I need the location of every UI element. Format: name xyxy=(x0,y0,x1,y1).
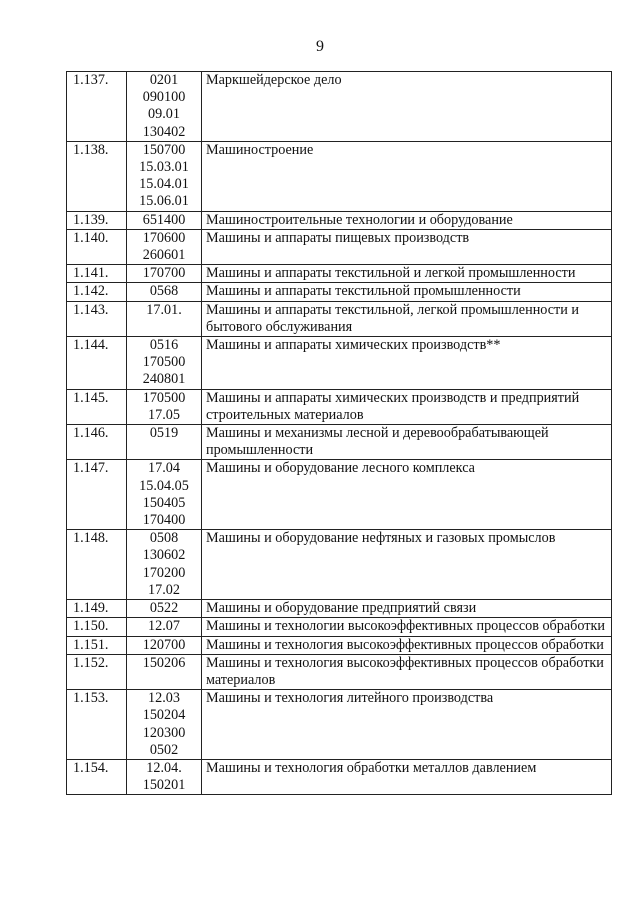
code-value: 0519 xyxy=(149,425,179,442)
code-value: 12.07 xyxy=(148,618,180,635)
row-name: Машины и аппараты химических производств** xyxy=(202,337,612,390)
row-number: 1.138. xyxy=(67,141,127,211)
row-codes xyxy=(127,337,202,390)
row-number: 1.139. xyxy=(67,211,127,229)
table-row xyxy=(67,654,612,689)
table-row xyxy=(67,337,612,390)
row-number: 1.146. xyxy=(67,425,127,460)
row-codes xyxy=(127,211,202,229)
row-number: 1.145. xyxy=(67,389,127,424)
row-codes xyxy=(127,690,202,760)
code-value: 130402 xyxy=(142,123,186,140)
code-value: 15.06.01 xyxy=(139,193,189,210)
row-codes xyxy=(127,229,202,264)
row-number: 1.144. xyxy=(67,337,127,390)
row-name: Машины и оборудование нефтяных и газовых промыслов xyxy=(202,530,612,600)
row-number: 1.149. xyxy=(67,600,127,618)
code-value: 170500 xyxy=(142,354,186,371)
row-codes xyxy=(127,618,202,636)
code-value: 150206 xyxy=(142,654,186,671)
row-codes xyxy=(127,460,202,530)
code-value: 17.01. xyxy=(146,301,182,318)
row-codes xyxy=(127,600,202,618)
row-number: 1.137. xyxy=(67,72,127,142)
code-value: 170400 xyxy=(142,512,186,529)
row-number: 1.140. xyxy=(67,229,127,264)
table-row xyxy=(67,229,612,264)
code-value: 15.04.05 xyxy=(139,477,189,494)
code-value: 150700 xyxy=(142,141,186,158)
table-row xyxy=(67,759,612,794)
code-value: 17.05 xyxy=(148,406,180,423)
code-value: 0516 xyxy=(149,337,179,354)
row-name: Машины и технология высокоэффективных процессов обработки xyxy=(202,636,612,654)
row-name: Машины и аппараты текстильной и легкой промышленности xyxy=(202,265,612,283)
code-value: 130602 xyxy=(142,547,186,564)
code-value: 0201 xyxy=(149,72,179,88)
row-name: Машины и аппараты химических производств и предприятий строительных материалов xyxy=(202,389,612,424)
table-row xyxy=(67,283,612,301)
table-row xyxy=(67,141,612,211)
table-row xyxy=(67,72,612,142)
row-number: 1.151. xyxy=(67,636,127,654)
row-name: Машины и оборудование лесного комплекса xyxy=(202,460,612,530)
table-row xyxy=(67,636,612,654)
code-value: 15.03.01 xyxy=(139,159,189,176)
row-name: Машины и технологии высокоэффективных процессов обработки xyxy=(202,618,612,636)
code-value: 150201 xyxy=(142,777,186,794)
row-codes xyxy=(127,72,202,142)
table-row xyxy=(67,389,612,424)
row-codes xyxy=(127,654,202,689)
code-value: 0522 xyxy=(149,600,179,617)
row-name: Машиностроительные технологии и оборудование xyxy=(202,211,612,229)
code-value: 17.04 xyxy=(148,460,180,477)
row-name: Машины и технология обработки металлов давлением xyxy=(202,759,612,794)
row-number: 1.148. xyxy=(67,530,127,600)
table-row xyxy=(67,690,612,760)
row-name: Машины и технология высокоэффективных процессов обработки материалов xyxy=(202,654,612,689)
page-number: 9 xyxy=(316,38,324,55)
row-name: Машины и аппараты пищевых производств xyxy=(202,229,612,264)
code-value: 260601 xyxy=(142,247,186,264)
code-value: 12.04. xyxy=(146,759,182,776)
code-value: 09.01 xyxy=(148,106,180,123)
row-number: 1.153. xyxy=(67,690,127,760)
code-value: 0508 xyxy=(149,530,179,547)
table-row xyxy=(67,618,612,636)
code-value: 651400 xyxy=(142,211,186,228)
row-codes xyxy=(127,425,202,460)
row-name: Машины и технология литейного производства xyxy=(202,690,612,760)
row-codes xyxy=(127,759,202,794)
code-value: 170600 xyxy=(142,229,186,246)
row-name: Машины и аппараты текстильной, легкой промышленности и бытового обслуживания xyxy=(202,301,612,336)
row-number: 1.147. xyxy=(67,460,127,530)
code-value: 170500 xyxy=(142,389,186,406)
row-number: 1.152. xyxy=(67,654,127,689)
table-row xyxy=(67,265,612,283)
row-number: 1.143. xyxy=(67,301,127,336)
table-row xyxy=(67,301,612,336)
row-name: Машины и аппараты текстильной промышленности xyxy=(202,283,612,301)
code-value: 150405 xyxy=(142,494,186,511)
table-row xyxy=(67,530,612,600)
row-codes xyxy=(127,636,202,654)
row-codes xyxy=(127,283,202,301)
code-value: 170700 xyxy=(142,265,186,282)
code-value: 240801 xyxy=(142,371,186,388)
code-value: 090100 xyxy=(142,89,186,106)
code-value: 0502 xyxy=(149,741,179,758)
row-codes xyxy=(127,265,202,283)
row-number: 1.154. xyxy=(67,759,127,794)
row-codes xyxy=(127,301,202,336)
table-row xyxy=(67,460,612,530)
table-row xyxy=(67,211,612,229)
code-value: 17.02 xyxy=(148,581,180,598)
code-value: 170200 xyxy=(142,564,186,581)
row-name: Машины и оборудование предприятий связи xyxy=(202,600,612,618)
row-name: Машины и механизмы лесной и деревообрабатывающей промышленности xyxy=(202,425,612,460)
row-codes xyxy=(127,389,202,424)
code-value: 12.03 xyxy=(148,690,180,707)
row-codes xyxy=(127,141,202,211)
code-value: 0568 xyxy=(149,283,179,300)
code-value: 120300 xyxy=(142,724,186,741)
table-row xyxy=(67,425,612,460)
row-codes xyxy=(127,530,202,600)
table-row xyxy=(67,600,612,618)
row-number: 1.150. xyxy=(67,618,127,636)
specialties-table xyxy=(66,71,612,795)
row-name: Машиностроение xyxy=(202,141,612,211)
row-name: Маркшейдерское дело xyxy=(202,72,612,142)
code-value: 150204 xyxy=(142,707,186,724)
code-value: 120700 xyxy=(142,636,186,653)
code-value: 15.04.01 xyxy=(139,176,189,193)
row-number: 1.141. xyxy=(67,265,127,283)
table-body xyxy=(67,72,612,795)
row-number: 1.142. xyxy=(67,283,127,301)
